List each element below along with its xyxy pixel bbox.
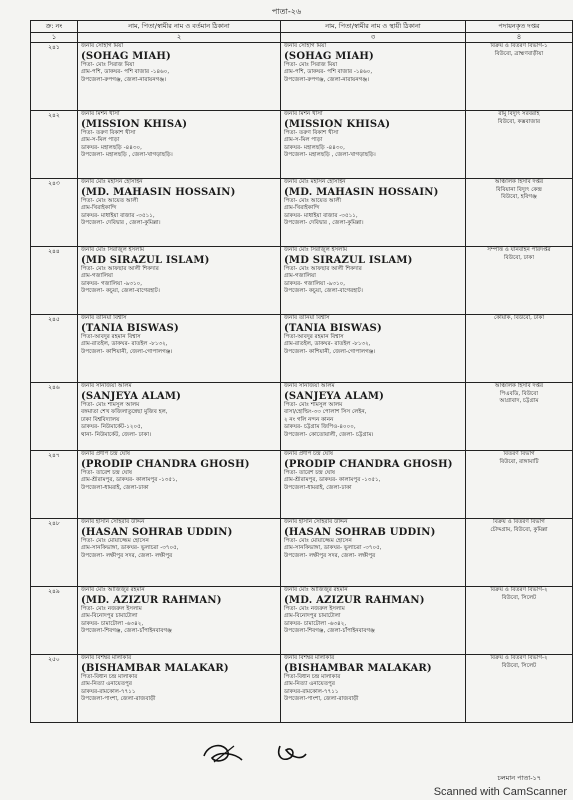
table-row: [31, 383, 573, 451]
table-row: [31, 587, 573, 655]
office-line: বিউবো, সিলেট: [501, 594, 537, 601]
address-line: বাসা/হোল্ডিং-৩৩ পোলাশ সিস লেইন,: [284, 409, 367, 416]
address-line: উপজেলা- দেবিদ্বার , জেলা-কুমিল্লা।: [284, 220, 364, 227]
name-english: (MD. MAHASIN HOSSAIN): [284, 186, 439, 198]
posted-office-cell: [466, 587, 573, 655]
posted-office-cell: [466, 519, 573, 587]
permanent-address-cell: [281, 587, 466, 655]
office-line: বিউবো, সিলেট: [501, 662, 537, 669]
father-name: পিতা-বিধান চন্দ্র মালাকার: [284, 673, 341, 680]
office-line: বিবিয়ানা বিদ্যুৎ কেন্দ্র: [496, 186, 542, 193]
address-line: উপজেলা-ধামরাই, জেলা-ঢাকা: [284, 484, 352, 491]
address-line: ডাকঘর- চামাটোলা -৬৩৪২,: [81, 620, 144, 627]
signature-2-icon: [272, 738, 312, 768]
address-line: উপজেলা- দেবিদ্বার , জেলা-কুমিল্লা।: [81, 220, 161, 227]
name-english: (MISSION KHISA): [81, 118, 188, 130]
name-english: (SOHAG MIAH): [81, 50, 171, 62]
name-bangla: জনাব মিশন খীসা: [284, 111, 323, 117]
address-line: উপজেলা- কচুয়া, জেলা-বাগেরহাট।: [284, 288, 363, 295]
name-bangla: জনাব তানিয়া বিশ্বাস: [81, 315, 127, 321]
col-number: ৪: [466, 33, 573, 43]
name-bangla: জনাব সানজিয়া আলম: [81, 383, 132, 389]
col-posted-office: পদায়নকৃত দপ্তর: [466, 21, 573, 33]
father-name: পিতা- তারেশ চন্দ্র ঘোষ: [81, 469, 132, 476]
name-english: (MD. MAHASIN HOSSAIN): [81, 186, 236, 198]
address-line: উপজেলা-ধামরাই, জেলা-ঢাকা: [81, 484, 149, 491]
col-number: ১: [31, 33, 78, 43]
name-bangla: জনাব মোঃ সিরাজুল ইসলাম: [81, 247, 145, 253]
name-english: (BISHAMBAR MALAKAR): [81, 662, 229, 674]
col-permanent-address: নাম, পিতা/স্বামীর নাম ও স্থায়ী ঠিকানা: [281, 21, 466, 33]
office-line: বিক্রয় ও বিতরণ বিভাগ-১: [490, 43, 548, 49]
address-line: উপজেলা- কাশিয়ানী, জেলা-গোপালগঞ্জ।: [81, 348, 173, 355]
address-line: গ্রাম-বিনোদপুর চামাটোলা: [81, 613, 138, 620]
office-line: বিউবো, কক্সবাজার: [497, 118, 541, 125]
permanent-address-cell: [281, 315, 466, 383]
office-line: বিউবো, রাঙ্গামাটি: [499, 458, 539, 465]
address-line: গ্রাম-সানকিভাঙ্গা, ডাকঘর- ভুলাচরা -৩৭০৫,: [81, 545, 179, 552]
address-line: গ্রাম-নিত্যা এনায়েতপুর: [284, 681, 335, 688]
office-line: বিতরণ বিভাগ: [503, 451, 535, 457]
name-english: (MD SIRAZUL ISLAM): [81, 254, 210, 266]
serial-number: ২৪৫: [31, 315, 78, 383]
office-line: সম্পত্তি ও যানবাহন পরিদপ্তর: [487, 247, 551, 253]
address-line: ডাকঘর- মাধাইয়া বাজার -৩৫১১,: [284, 212, 358, 219]
col-present-address: নাম, পিতা/স্বামীর নাম ও বর্তমান ঠিকানা: [78, 21, 281, 33]
office-line: আগ্রাবাদ, চট্টগ্রাম: [499, 398, 539, 405]
address-line: গ্রাম-বিনোদপুর চামাটোলা: [284, 613, 341, 620]
address-line: গ্রাম-শ্রীরামপুর, ডাকঘর- কালামপুর -১৩৫১,: [81, 477, 178, 484]
father-name: পিতা- তারেশ চন্দ্র ঘোষ: [284, 469, 335, 476]
name-bangla: জনাব মোঃ সিরাজুল ইসলাম: [284, 247, 348, 253]
name-bangla: জনাব তানিয়া বিশ্বাস: [284, 315, 330, 321]
father-name: পিতা- মোঃ আফছার আলী শিকদার: [284, 265, 362, 272]
name-english: (SANJEYA ALAM): [284, 390, 385, 402]
address-line: উপজেলা- কাশিয়ানী, জেলা-গোপালগঞ্জ।: [284, 348, 376, 355]
name-bangla: জনাব সোহাগ মিয়া: [81, 43, 124, 49]
address-line: উপজেলা-রুপগঞ্জ, জেলা-নারায়নগঞ্জ।: [284, 76, 370, 83]
table-row: [31, 111, 573, 179]
posted-office-cell: [466, 179, 573, 247]
name-english: (MD SIRAZUL ISLAM): [284, 254, 413, 266]
address-line: থানা- নিউমার্কেট, জেলা- ঢাকা।: [81, 431, 151, 438]
address-line: গ্রাম-নিত্যা এনায়েতপুর: [81, 681, 132, 688]
col-number: ২: [78, 33, 281, 43]
office-line: বিউবো, হবিগঞ্জ: [501, 194, 537, 201]
table-row: [31, 247, 573, 315]
present-address-cell: [78, 111, 281, 179]
father-name: পিতা-বিধান চন্দ্র মালাকার: [81, 673, 138, 680]
present-address-cell: [78, 383, 281, 451]
permanent-address-cell: [281, 519, 466, 587]
address-line: ডাকঘর-রামকোল-৭৭১১: [81, 688, 136, 695]
serial-number: ২৪৭: [31, 451, 78, 519]
serial-number: ২৪৮: [31, 519, 78, 587]
address-line: ডাকঘর- নিউমার্কেট-১২০৫,: [81, 424, 143, 431]
address-line: গ্রাম-গজালিয়া: [284, 273, 316, 280]
address-line: গ্রাম-পশি, ডাকঘর- পশি বাজার -১৪৬০,: [284, 69, 373, 76]
present-address-cell: [78, 451, 281, 519]
address-line: ডাকঘর- মহালছড়ি -৪৪৩০,: [284, 144, 345, 151]
name-bangla: জনাব হাসান সোহরাব উদ্দিন: [81, 519, 145, 525]
present-address-cell: [78, 315, 281, 383]
address-line: ডাকঘর-রামকোল-৭৭১১: [284, 688, 339, 695]
office-line: বিক্রয় ও বিতরণ বিভাগ-২: [490, 655, 548, 661]
serial-number: ২৪৪: [31, 247, 78, 315]
present-address-cell: [78, 655, 281, 723]
father-name: পিতা- তরুণ বিকাশ খীসা: [284, 129, 339, 136]
father-name: পিতা-আবদুর রহমান বিশ্বাস: [284, 333, 344, 340]
address-line: উপজেলা-শিবগঞ্জ, জেলা-চাঁপাইনবাবগঞ্জ: [284, 628, 375, 635]
name-bangla: জনাব সানজিয়া আলম: [284, 383, 335, 389]
address-line: উপজেলা-পাংশা, জেলা-রাজবাড়ী: [284, 696, 359, 703]
posted-office-cell: [466, 111, 573, 179]
office-line: কোয়াক, বিউবো, ঢাকা: [493, 315, 545, 321]
name-bangla: জনাব বিশম্বর মালাকার: [81, 655, 132, 661]
name-english: (PRODIP CHANDRA GHOSH): [81, 458, 250, 470]
present-address-cell: [78, 519, 281, 587]
father-name: পিতা- মোঃ মোয়াজ্জেম হোসেন: [81, 537, 149, 544]
father-name: পিতা- মোঃ শামসুল আলম: [81, 401, 140, 408]
table-row: [31, 43, 573, 111]
serial-number: ২৪২: [31, 111, 78, 179]
name-bangla: জনাব হাসান সোহরাব উদ্দিন: [284, 519, 348, 525]
father-name: পিতা- মোঃ নজরুল ইসলাম: [81, 605, 142, 612]
permanent-address-cell: [281, 43, 466, 111]
address-line: গ্রাম-স-মিল পাড়া: [284, 137, 323, 144]
address-line: উপজেলা- মহালছড়ি , জেলা-খাগড়াছড়ি।: [81, 152, 173, 159]
table-header-row: [31, 21, 573, 33]
address-line: উপজেলা- কচুয়া, জেলা-বাগেরহাট।: [81, 288, 160, 295]
address-line: ডাকঘর- মাধাইয়া বাজার -৩৫১১,: [81, 212, 155, 219]
permanent-address-cell: [281, 451, 466, 519]
name-english: (SOHAG MIAH): [284, 50, 374, 62]
name-bangla: জনাব বিশম্বর মালাকার: [284, 655, 335, 661]
permanent-address-cell: [281, 655, 466, 723]
address-line: উপজেলা-শিবগঞ্জ, জেলা-চাঁপাইনবাবগঞ্জ: [81, 628, 172, 635]
address-line: ডাকঘর- চামাটোলা -৬৩৪২,: [284, 620, 347, 627]
name-english: (TANIA BISWAS): [284, 322, 382, 334]
table-row: [31, 655, 573, 723]
posted-office-cell: [466, 315, 573, 383]
office-line: চৌদ্দগ্রাম, বিউবো, কুমিল্লা: [490, 526, 548, 533]
continued-page-note: চলমান পাতা-১৭: [497, 774, 541, 782]
present-address-cell: [78, 587, 281, 655]
column-number-row: [31, 33, 573, 43]
col-number: ৩: [281, 33, 466, 43]
serial-number: ২৪৯: [31, 587, 78, 655]
office-line: পিএবডি, বিউবো: [499, 390, 539, 397]
name-english: (TANIA BISWAS): [81, 322, 179, 334]
office-line: বিউবো, ব্রাহ্মণবাড়ীয়া: [494, 50, 544, 57]
office-line: আঞ্চলিক হিসাব দপ্তর: [494, 179, 544, 185]
address-line: গ্রাম-পশি, ডাকঘর- পশি বাজার -১৪৬০,: [81, 69, 170, 76]
address-line: উপজেলা-পাংশা, জেলা-রাজবাড়ী: [81, 696, 156, 703]
col-serial: ক্র: নং: [31, 21, 78, 33]
table-row: [31, 451, 573, 519]
permanent-address-cell: [281, 383, 466, 451]
address-line: উপজেলা- কোতোয়ালী, জেলা- চট্টগ্রাম।: [284, 431, 374, 438]
scanner-watermark: Scanned with CamScanner: [433, 786, 567, 798]
address-line: ডাকঘর- গজালিয়া -৯৩১০,: [284, 280, 346, 287]
name-bangla: জনাব মোঃ আজিজুর রহমান: [284, 587, 348, 593]
father-name: পিতা- মোঃ আয়েত আলী: [81, 197, 139, 204]
address-line: ২ নং গলি নন্দন কানন: [284, 416, 334, 423]
present-address-cell: [78, 43, 281, 111]
address-line: ডাকঘর- মহালছড়ি -৪৪৩০,: [81, 144, 142, 151]
name-bangla: জনাব প্রদীপ চন্দ্র ঘোষ: [81, 451, 130, 457]
serial-number: ২৪৬: [31, 383, 78, 451]
father-name: পিতা- মোঃ মোয়াজ্জেম হোসেন: [284, 537, 352, 544]
name-english: (MD. AZIZUR RAHMAN): [81, 594, 222, 606]
name-english: (PRODIP CHANDRA GHOSH): [284, 458, 453, 470]
signature-1-icon: [198, 738, 248, 768]
appointment-table: [30, 20, 573, 723]
name-bangla: জনাব মোঃ মহসিন হোসাইন: [81, 179, 143, 185]
posted-office-cell: [466, 247, 573, 315]
table-row: [31, 519, 573, 587]
address-line: উপজেলা-রুপগঞ্জ, জেলা-নারায়নগঞ্জ।: [81, 76, 167, 83]
address-line: গ্রাম-রাতইল, ডাকঘর- রাতইল -৮১৩২,: [81, 341, 168, 348]
permanent-address-cell: [281, 247, 466, 315]
name-english: (MD. AZIZUR RAHMAN): [284, 594, 425, 606]
father-name: পিতা- মোঃ শামসুল আলম: [284, 401, 343, 408]
office-line: আঞ্চলিক হিসাব দপ্তর: [494, 383, 544, 389]
address-line: গ্রাম-খিরাইকান্দি: [81, 205, 117, 212]
office-line: রামু বিদ্যুৎ সরবরাহ: [498, 111, 540, 117]
name-bangla: জনাব মোঃ মহসিন হোসাইন: [284, 179, 346, 185]
office-line: বিক্রয় ও বিতরণ বিভাগ: [493, 519, 545, 525]
father-name: পিতা- তরুণ বিকাশ খীসা: [81, 129, 136, 136]
office-line: বিউবো, ঢাকা: [504, 254, 534, 261]
table-row: [31, 315, 573, 383]
father-name: পিতা- মোঃ আফছার আলী শিকদার: [81, 265, 159, 272]
serial-number: ২৪১: [31, 43, 78, 111]
father-name: পিতা- মোঃ সিরাজ মিয়া: [284, 61, 338, 68]
address-line: বঙ্গমাতা শেখ ফজিলাতুন্নেছা মুজিব হল,: [81, 409, 168, 416]
address-line: গ্রাম-শ্রীরামপুর, ডাকঘর- কালামপুর -১৩৫১,: [284, 477, 381, 484]
posted-office-cell: [466, 451, 573, 519]
name-english: (MISSION KHISA): [284, 118, 391, 130]
name-english: (HASAN SOHRAB UDDIN): [284, 526, 436, 538]
permanent-address-cell: [281, 111, 466, 179]
address-line: ডাকঘর- গজালিয়া -৯৩১০,: [81, 280, 143, 287]
address-line: গ্রাম-গজালিয়া: [81, 273, 113, 280]
page-number-header: পাতা-২৬: [271, 7, 302, 16]
present-address-cell: [78, 179, 281, 247]
name-english: (BISHAMBAR MALAKAR): [284, 662, 432, 674]
father-name: পিতা- মোঃ সিরাজ মিয়া: [81, 61, 135, 68]
address-line: উপজেলা- লক্ষীপুর সদর, জেলা- লক্ষীপুর: [284, 552, 376, 559]
name-bangla: জনাব প্রদীপ চন্দ্র ঘোষ: [284, 451, 333, 457]
address-line: উপজেলা- লক্ষীপুর সদর, জেলা- লক্ষীপুর: [81, 552, 173, 559]
posted-office-cell: [466, 383, 573, 451]
father-name: পিতা- মোঃ আয়েত আলী: [284, 197, 342, 204]
name-bangla: জনাব সোহাগ মিয়া: [284, 43, 327, 49]
office-line: বিক্রয় ও বিতরণ বিভাগ-২: [490, 587, 548, 593]
address-line: ঢাকা বিশ্ববিদ্যালয়: [81, 416, 120, 423]
name-bangla: জনাব মিশন খীসা: [81, 111, 120, 117]
present-address-cell: [78, 247, 281, 315]
address-line: উপজেলা- মহালছড়ি , জেলা-খাগড়াছড়ি।: [284, 152, 376, 159]
address-line: গ্রাম-খিরাইকান্দি: [284, 205, 320, 212]
table-row: [31, 179, 573, 247]
serial-number: ২৪৩: [31, 179, 78, 247]
address-line: গ্রাম-রাতইল, ডাকঘর- রাতইল -৮১৩২,: [284, 341, 371, 348]
posted-office-cell: [466, 43, 573, 111]
father-name: পিতা- মোঃ নজরুল ইসলাম: [284, 605, 345, 612]
address-line: ডাকঘর- চট্টগ্রাম জিপিও-৪০০০,: [284, 424, 356, 431]
father-name: পিতা-আবদুর রহমান বিশ্বাস: [81, 333, 141, 340]
permanent-address-cell: [281, 179, 466, 247]
name-english: (HASAN SOHRAB UDDIN): [81, 526, 233, 538]
name-english: (SANJEYA ALAM): [81, 390, 182, 402]
name-bangla: জনাব মোঃ আজিজুর রহমান: [81, 587, 145, 593]
address-line: গ্রাম-সানকিভাঙ্গা, ডাকঘর- ভুলাচরা -৩৭০৫,: [284, 545, 382, 552]
serial-number: ২৫০: [31, 655, 78, 723]
posted-office-cell: [466, 655, 573, 723]
address-line: গ্রাম-স-মিল পাড়া: [81, 137, 120, 144]
